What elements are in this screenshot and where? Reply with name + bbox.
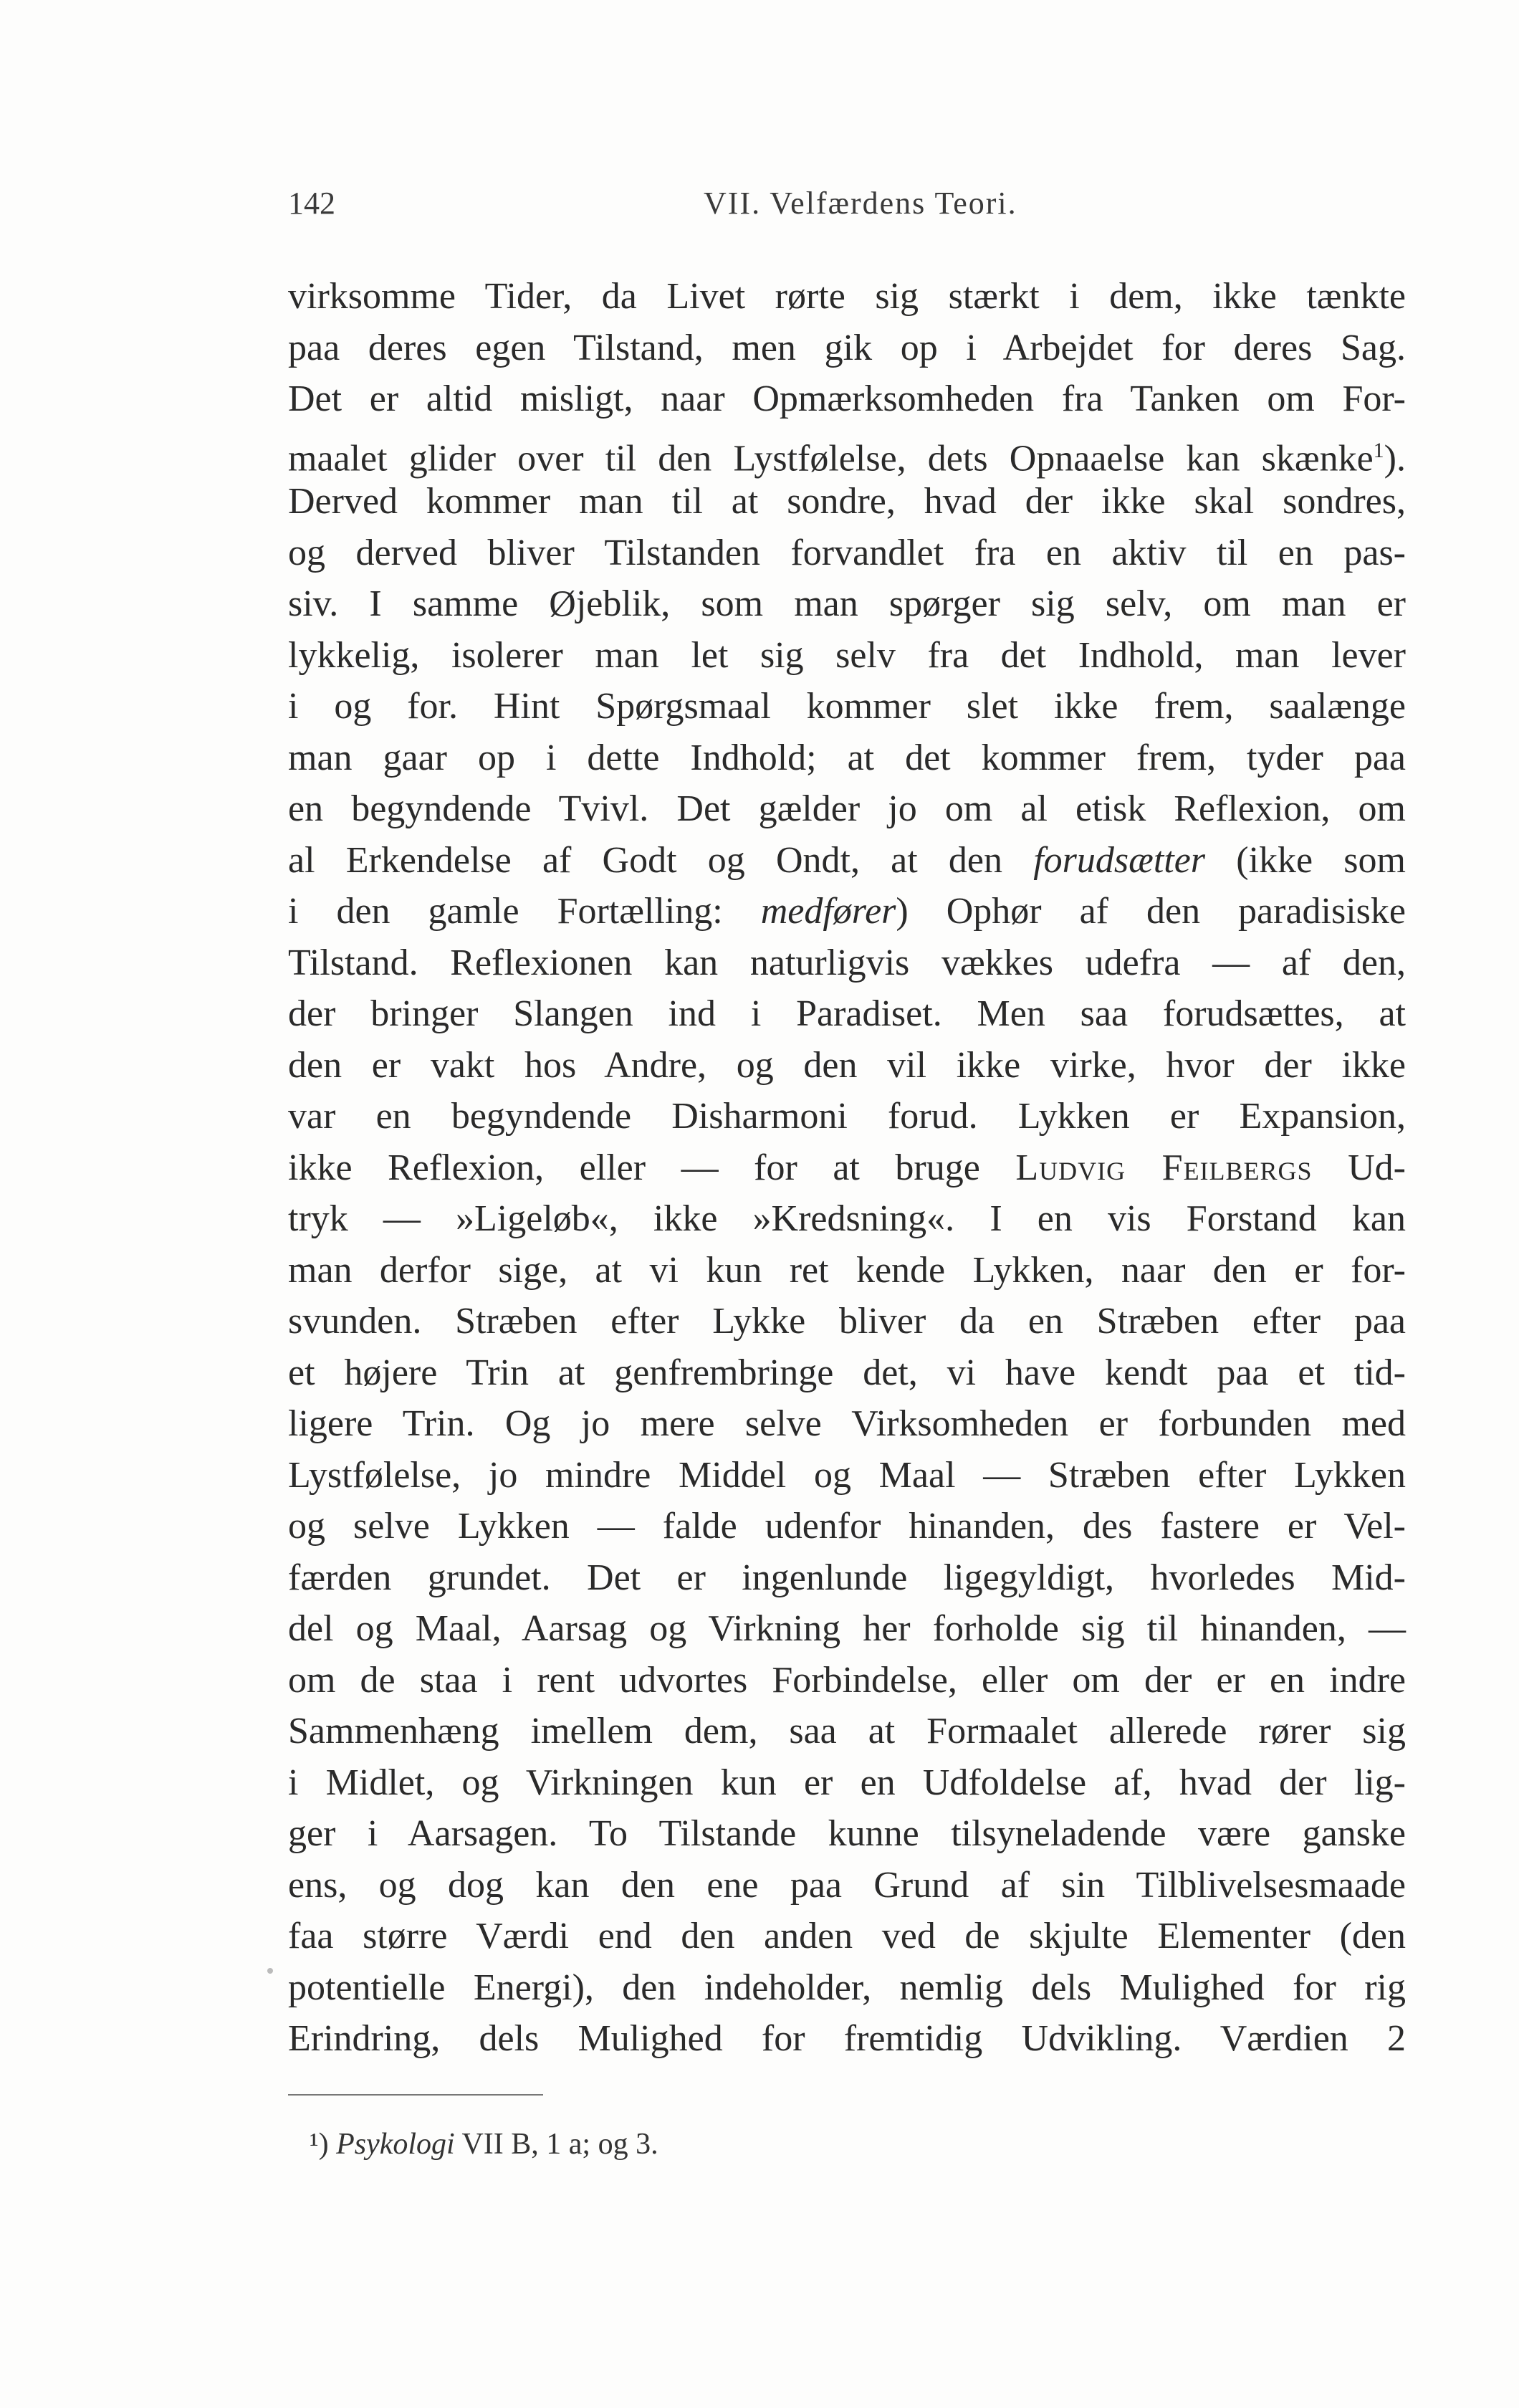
text-line: og derved bliver Tilstanden forvandlet fra en aktiv til en pas- (288, 532, 1406, 573)
text-line: i og for. Hint Spørgsmaal kommer slet ikke frem, saalænge (288, 686, 1406, 727)
text-line: lykkelig, isolerer man let sig selv fra det Indhold, man lever (288, 634, 1406, 676)
text-line: maalet glider over til den Lystfølelse, dets Opnaaelse kan skænke$^1$). (288, 437, 1406, 479)
text-line: var en begyndende Disharmoni forud. Lykken er Expansion, (288, 1096, 1406, 1137)
footnote-rule (288, 2094, 543, 2096)
text-line: den er vakt hos Andre, og den vil ikke virke, hvor der ikke (288, 1044, 1406, 1086)
text-line: ligere Trin. Og jo mere selve Virksomheden er forbunden med (288, 1403, 1406, 1444)
text-line: et højere Trin at genfrembringe det, vi have kendt paa et tid- (288, 1352, 1406, 1393)
text-line: Det er altid misligt, naar Opmærksomheden fra Tanken om For- (288, 378, 1406, 419)
footnote-marker: ¹) (310, 2128, 329, 2161)
text-line: potentielle Energi), den indeholder, nemlig dels Mulighed for rig (288, 1967, 1406, 2008)
text-line: del og Maal, Aarsag og Virkning her forholde sig til hinanden, — (288, 1608, 1406, 1649)
text-line: tryk — »Ligeløb«, ikke »Kredsning«. I en vis Forstand kan (288, 1198, 1406, 1239)
footnote-reference: VII B, 1 a; og 3. (461, 2128, 658, 2161)
running-head (288, 185, 1443, 228)
text-line: siv. I samme Øjeblik, som man spørger sig selv, om man er (288, 583, 1406, 624)
paper-speck (267, 1968, 273, 1974)
text-line: ikke Reflexion, eller — for at bruge Ludvig Feilbergs Ud- (288, 1147, 1406, 1188)
text-line: i Midlet, og Virkningen kun er en Udfoldelse af, hvad der lig- (288, 1762, 1406, 1803)
text-line: man derfor sige, at vi kun ret kende Lykken, naar den er for- (288, 1249, 1406, 1291)
text-line: en begyndende Tvivl. Det gælder jo om al etisk Reflexion, om (288, 788, 1406, 829)
text-line: Sammenhæng imellem dem, saa at Formaalet allerede rører sig (288, 1711, 1406, 1752)
text-line: i den gamle Fortælling: medfører) Ophør af den paradisiske (288, 891, 1406, 932)
footnote-source: Psykologi (336, 2128, 455, 2161)
text-line: faa større Værdi end den anden ved de skjulte Elementer (den (288, 1916, 1406, 1956)
body-text (288, 271, 1406, 2065)
text-line: Derved kommer man til at sondre, hvad der ikke skal sondres, (288, 481, 1406, 522)
text-line: Lystfølelse, jo mindre Middel og Maal — Stræben efter Lykken (288, 1454, 1406, 1496)
text-line: og selve Lykken — falde udenfor hinanden, des fastere er Vel- (288, 1506, 1406, 1547)
text-line: virksomme Tider, da Livet rørte sig stærkt i dem, ikke tænkte (288, 276, 1406, 317)
text-line: ens, og dog kan den ene paa Grund af sin Tilblivelsesmaade (288, 1864, 1406, 1906)
text-line: Erindring, dels Mulighed for fremtidig Udvikling. Værdien 2 (288, 2018, 1406, 2059)
text-line: Tilstand. Reflexionen kan naturligvis vækkes udefra — af den, (288, 942, 1406, 983)
text-line: man gaar op i dette Indhold; at det kommer frem, tyder paa (288, 737, 1406, 778)
text-line: svunden. Stræben efter Lykke bliver da en Stræben efter paa (288, 1301, 1406, 1342)
text-line: paa deres egen Tilstand, men gik op i Arbejdet for deres Sag. (288, 327, 1406, 368)
text-line: om de staa i rent udvortes Forbindelse, eller om der er en indre (288, 1659, 1406, 1701)
running-title: VII. Velfærdens Teori. (704, 186, 1017, 221)
page-number: 142 (288, 186, 335, 221)
text-line: færden grundet. Det er ingenlunde ligegyldigt, hvorledes Mid- (288, 1557, 1406, 1598)
text-line: al Erkendelse af Godt og Ondt, at den forudsætter (ikke som (288, 839, 1406, 881)
text-line: der bringer Slangen ind i Paradiset. Men saa forudsættes, at (288, 993, 1406, 1034)
footnote (310, 2127, 658, 2161)
text-line: ger i Aarsagen. To Tilstande kunne tilsyneladende være ganske (288, 1813, 1406, 1854)
